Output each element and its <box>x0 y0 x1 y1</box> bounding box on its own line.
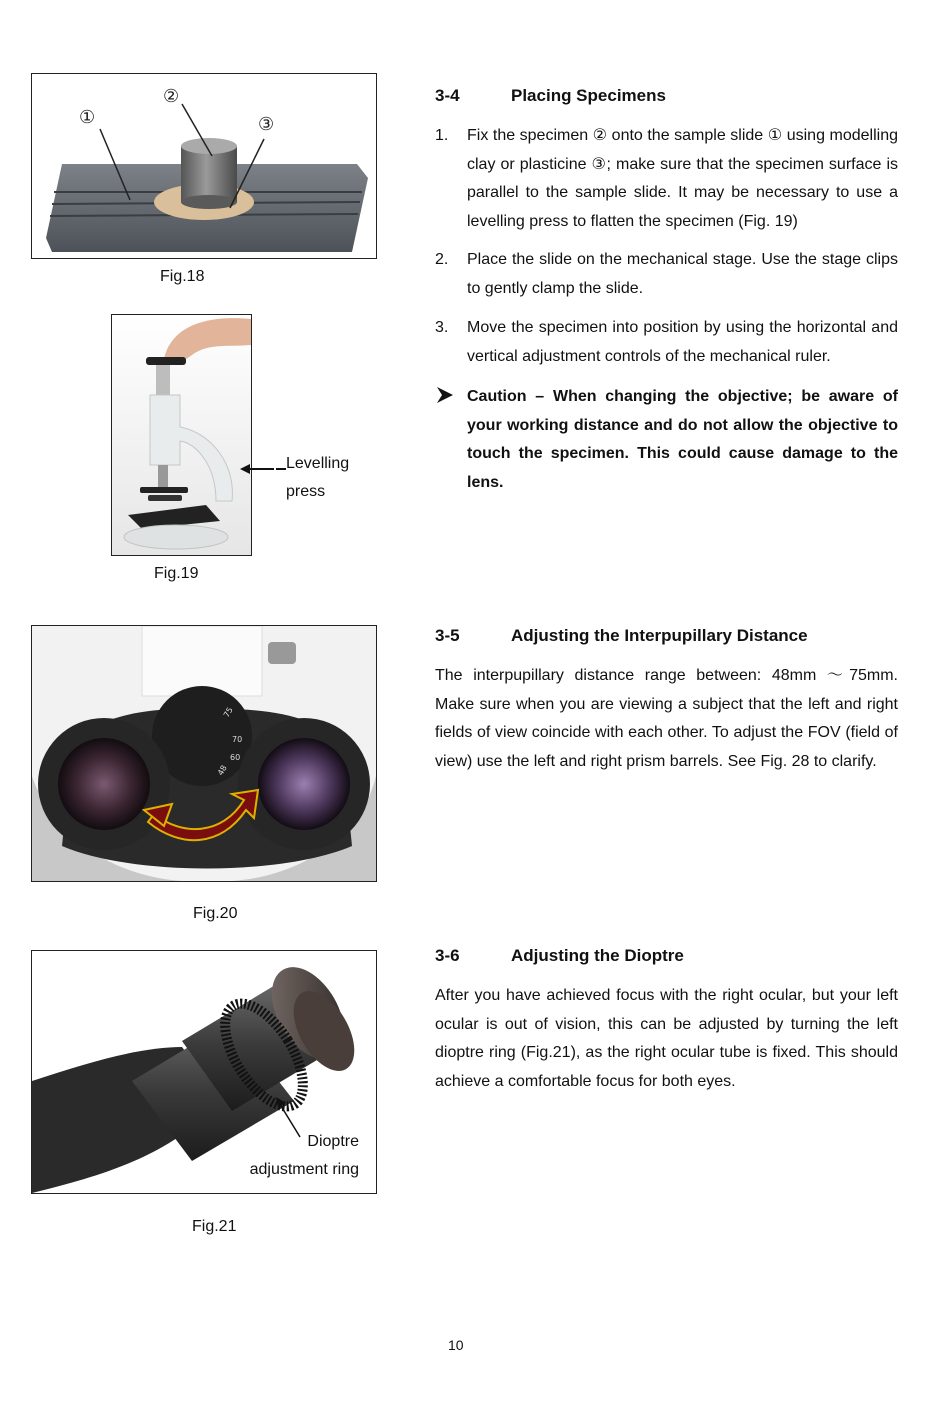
item-number: 1. <box>435 127 449 144</box>
fig18-image <box>31 73 377 259</box>
section35-title: Adjusting the Interpupillary Distance <box>511 626 808 645</box>
fig21-label-line2: adjustment ring <box>249 1161 359 1178</box>
section34-caution <box>435 383 898 497</box>
item-text: Move the specimen into position by using the horizontal and vertical adjustment controls of the mechanical ruler. <box>467 319 898 365</box>
item-text: Place the slide on the mechanical stage. Use the stage clips to gently clamp the slide. <box>467 251 898 297</box>
caution-text: Caution – When changing the objective; be aware of your working distance and do not allow the objective to touch the specimen. This could cause damage to the lens. <box>467 388 898 491</box>
specimen-cylinder <box>181 146 237 202</box>
item-text: Fix the specimen ② onto the sample slide ① using modelling clay or plasticine ③; make sure that the specimen surface is parallel to the sample slide. It may be necessary to use a levelling press to flatten the specimen (Fig. 19) <box>467 127 898 230</box>
section35-text: The interpupillary distance range between: 48mm ～75mm. Make sure when you are viewing a subject that the left and right fields of view coincide with each other. To adjust the FOV (field of view) use the left and right prism barrels. See Fig. 28 to clarify. <box>435 667 898 770</box>
page-number: 10 <box>448 1337 464 1353</box>
fig21-caption: Fig.21 <box>192 1218 237 1235</box>
fig20-caption: Fig.20 <box>193 905 238 922</box>
section36-number: 3-6 <box>435 946 460 965</box>
fig18-marker-3: ③ <box>258 114 275 135</box>
fig18-marker-2: ② <box>163 86 180 107</box>
section36-title: Adjusting the Dioptre <box>511 946 684 965</box>
fig19-caption: Fig.19 <box>154 565 199 582</box>
arrow-bullet-icon <box>435 383 455 416</box>
section34-item-2 <box>435 246 898 303</box>
section34-number: 3-4 <box>435 86 460 105</box>
fig18-caption: Fig.18 <box>160 268 205 285</box>
fig20-image <box>31 625 377 882</box>
svg-text:70: 70 <box>232 735 243 744</box>
section35-number: 3-5 <box>435 626 460 645</box>
fig19-label <box>286 450 349 506</box>
section36-heading <box>435 946 684 966</box>
fig21-label <box>218 1128 359 1184</box>
section35-heading <box>435 626 808 646</box>
item-number: 3. <box>435 319 449 336</box>
fig19-image <box>111 314 252 556</box>
svg-text:60: 60 <box>230 753 241 762</box>
svg-text:75: 75 <box>221 705 235 719</box>
fig19-label-line1: Levelling <box>286 455 350 472</box>
fig19-pointer-arrow <box>240 460 286 478</box>
fig18-marker-1: ① <box>79 107 96 128</box>
svg-text:48: 48 <box>215 763 229 777</box>
section36-text: After you have achieved focus with the right ocular, but your left ocular is out of vision, this can be adjusted by turning the left dioptre ring (Fig.21), as the right ocular tube is fixed. This should achieve a comfortable focus for both eyes. <box>435 987 898 1090</box>
item-number: 2. <box>435 251 449 268</box>
fig21-label-line1: Dioptre <box>307 1133 359 1150</box>
left-eyepiece-lens <box>58 738 150 830</box>
section34-title: Placing Specimens <box>511 86 666 105</box>
fig19-label-line2: press <box>286 483 326 500</box>
right-eyepiece-lens <box>258 738 350 830</box>
section34-item-1 <box>435 122 898 236</box>
section34-heading <box>435 86 666 106</box>
section34-item-3 <box>435 314 898 371</box>
